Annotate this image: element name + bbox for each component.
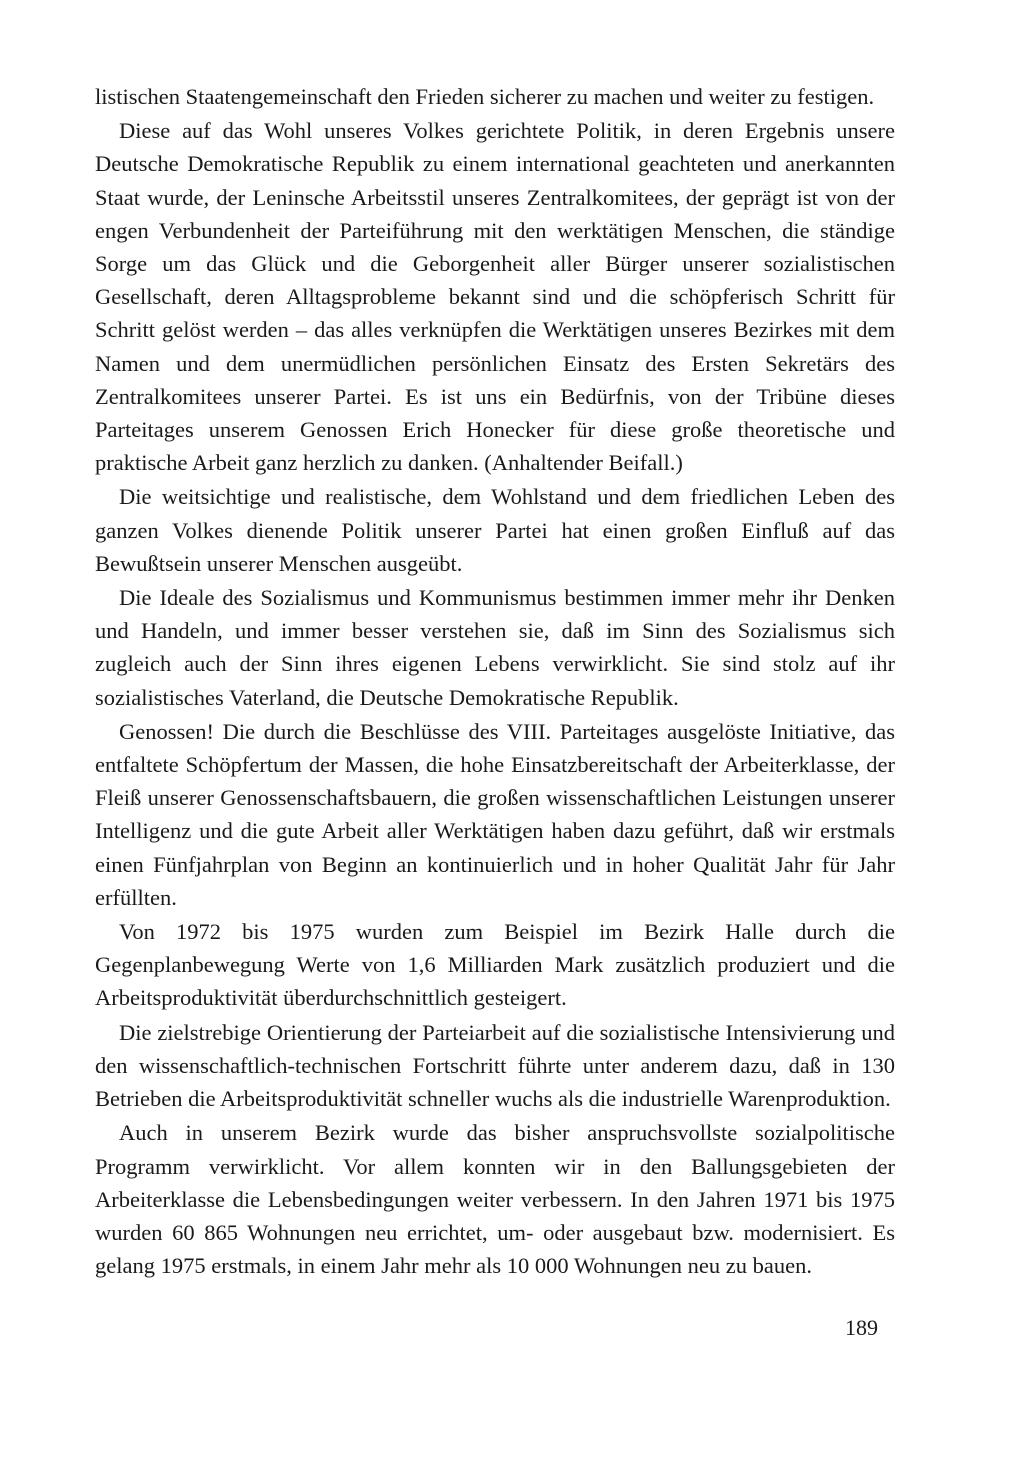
paragraph-8: Auch in unserem Bezirk wurde das bisher anspruchsvollste sozialpolitische Programm verwirklicht. Vor allem konnten wir in den Ballungsgebieten der Arbeiterklasse die Lebensbedingungen weiter verbessern. In den Jahren 1971 bis 1975 wurden 60 865 Wohnungen neu errichtet, um- oder ausgebaut bzw. modernisiert. Es gelang 1975 erstmals, in einem Jahr mehr als 10 000 Wohnungen neu zu bauen. [95,1120,895,1279]
page-number: 189 [845,1315,878,1340]
paragraph-5: Genossen! Die durch die Beschlüsse des VIII. Parteitages ausgelöste Initiative, das entfaltete Schöpfertum der Massen, die hohe Einsatzbereitschaft der Arbeiterklasse, der Fleiß unserer Genossenschaftsbauern, die großen wissenschaftlichen Leistungen unserer Intelligenz und die gute Arbeit aller Werktätigen haben dazu geführt, daß wir erstmals einen Fünfjahrplan von Beginn an kontinuierlich und in hoher Qualität Jahr für Jahr erfüllten. [95,718,895,910]
paragraph-1: listischen Staatengemeinschaft den Frieden sicherer zu machen und weiter zu festigen. [95,84,875,109]
paragraph-4: Die Ideale des Sozialismus und Kommunismus bestimmen immer mehr ihr Denken und Handeln, und immer besser verstehen sie, daß im Sinn des Sozialismus sich zugleich auch der Sinn ihres eigenen Lebens verwirklicht. Sie sind stolz auf ihr sozialistisches Vaterland, die Deutsche Demokratische Republik. [95,585,895,710]
page-body [95,80,895,1282]
paragraph-7: Die zielstrebige Orientierung der Parteiarbeit auf die sozialistische Intensivierung und den wissenschaftlich-technischen Fortschritt führte unter anderem dazu, daß in 130 Betrieben die Arbeitsproduktivität schneller wuchs als die industrielle Warenproduktion. [95,1019,895,1112]
paragraph-2: Diese auf das Wohl unseres Volkes gerichtete Politik, in deren Ergebnis unsere Deutsche Demokratische Republik zu einem international geachteten und anerkannten Staat wurde, der Leninsche Arbeitsstil unseres Zentralkomitees, der geprägt ist von der engen Verbundenheit der Parteiführung mit den werktätigen Menschen, die ständige Sorge um das Glück und die Geborgenheit aller Bürger unserer sozialistischen Gesellschaft, deren Alltagsprobleme bekannt sind und die schöpferisch Schritt für Schritt gelöst werden – das alles verknüpfen die Werktätigen unseres Bezirkes mit dem Namen und dem unermüdlichen persönlichen Einsatz des Ersten Sekretärs des Zentralkomitees unserer Partei. Es ist uns ein Bedürfnis, von der Tribüne dieses Parteitages unserem Genossen Erich Honecker für diese große theoretische und praktische Arbeit ganz herzlich zu danken. (Anhaltender Beifall.) [95,118,895,476]
paragraph-3: Die weitsichtige und realistische, dem Wohlstand und dem friedlichen Leben des ganzen Volkes dienende Politik unserer Partei hat einen großen Einfluß auf das Bewußtsein unserer Menschen ausgeübt. [95,484,895,576]
paragraph-6: Von 1972 bis 1975 wurden zum Beispiel im Bezirk Halle durch die Gegenplanbewegung Werte von 1,6 Milliarden Mark zusätzlich produziert und die Arbeitsproduktivität überdurchschnittlich gesteigert. [95,919,895,1011]
